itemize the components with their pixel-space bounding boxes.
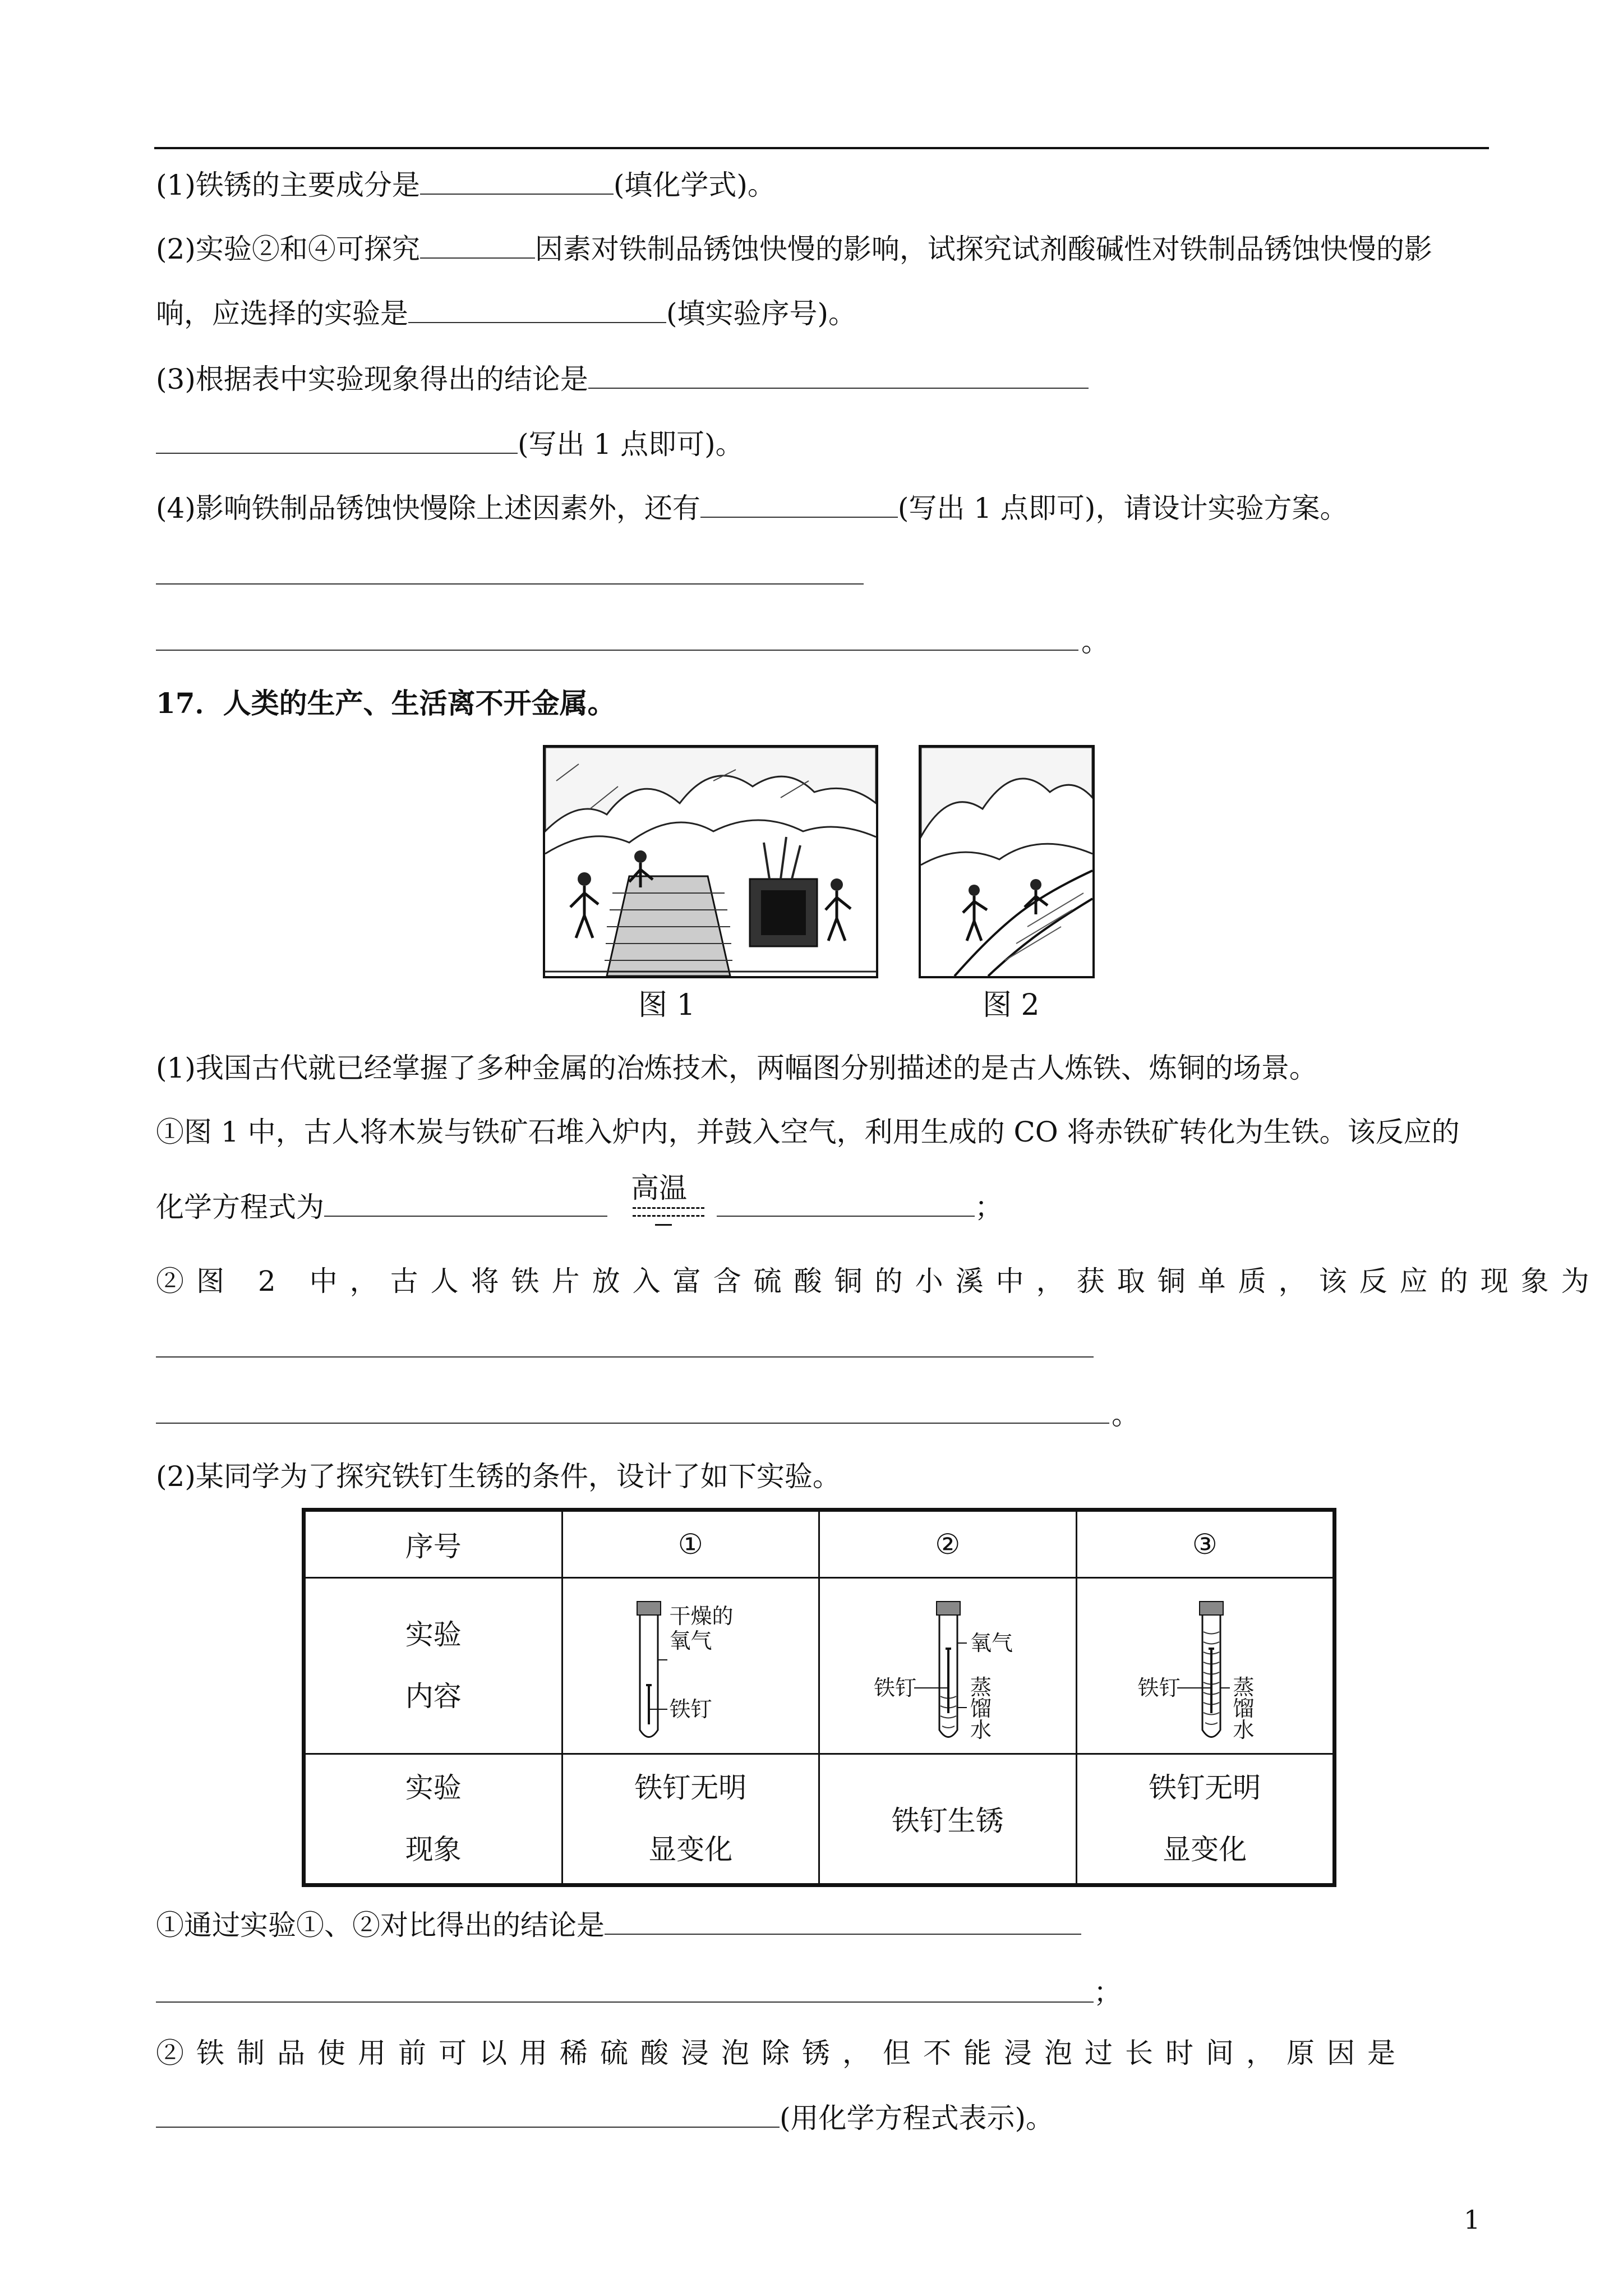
answer-blank[interactable] xyxy=(700,491,898,518)
q16-part3-line1: (3)根据表中实验现象得出的结论是 xyxy=(156,361,1089,397)
q17-part2-2-line2: (用化学方程式表示)。 xyxy=(156,2100,1054,2136)
row-label-result: 实验 现象 xyxy=(304,1754,562,1885)
q17-part2-2-line1: ②铁制品使用前可以用稀硫酸浸泡除锈，但不能浸泡过长时间，原因是 xyxy=(156,2037,1408,2069)
tube-2-label-water: 蒸 馏 水 xyxy=(970,1675,992,1743)
test-tube-icon xyxy=(820,1581,1078,1750)
equals-sign xyxy=(633,1207,704,1209)
smelting-scene-illustration xyxy=(545,747,876,976)
equals-sign xyxy=(633,1215,704,1217)
semicolon-mark: ； xyxy=(1094,1976,1122,2009)
test-tube-3 xyxy=(1077,1581,1333,1750)
page-number: 1 xyxy=(1464,2205,1481,2235)
result-2-cell: 铁钉生锈 xyxy=(819,1754,1077,1885)
q17-part1-intro: (1)我国古代就已经掌握了多种金属的冶炼技术，两幅图分别描述的是古人炼铁、炼铜的场景。 xyxy=(156,1052,1317,1084)
table-content-row xyxy=(304,1578,1335,1754)
answer-blank[interactable] xyxy=(420,168,614,195)
q17-part2-intro: (2)某同学为了探究铁钉生锈的条件，设计了如下实验。 xyxy=(156,1460,841,1493)
answer-line[interactable] xyxy=(156,650,1078,651)
stream-scene-illustration xyxy=(921,747,1092,976)
row-label-content: 实验 内容 xyxy=(304,1578,562,1754)
q17-part2-1-line1: ①通过实验①、②对比得出的结论是 xyxy=(156,1907,1081,1943)
answer-line[interactable] xyxy=(156,1423,1109,1424)
header-rule xyxy=(154,147,1489,149)
equals-sign xyxy=(655,1224,672,1226)
q16-part4-line1: (4)影响铁制品锈蚀快慢除上述因素外，还有 (写出 1 点即可)，请设计实验方案。 xyxy=(156,492,1348,524)
tube-1-label-gas: 干燥的 氧气 xyxy=(669,1604,734,1654)
answer-blank[interactable] xyxy=(156,427,518,454)
figure-1-iron-smelting xyxy=(543,745,878,978)
answer-line[interactable] xyxy=(156,2001,1094,2003)
period-mark: 。 xyxy=(1081,625,1109,658)
tube-2-label-nail: 铁钉 xyxy=(874,1676,917,1701)
figure-2-caption: 图 2 xyxy=(983,988,1040,1022)
table-result-row xyxy=(304,1754,1335,1885)
q17-part1-1-line1: ①图 1 中，古人将木炭与铁矿石堆入炉内，并鼓入空气，利用生成的 CO 将赤铁矿转化为生铁。该反应的 xyxy=(156,1116,1460,1148)
test-tube-icon xyxy=(1077,1581,1335,1750)
header-cell: ① xyxy=(562,1510,819,1578)
tube-2-cell xyxy=(819,1578,1077,1754)
header-cell: ② xyxy=(819,1510,1077,1578)
figure-1-caption: 图 1 xyxy=(638,988,695,1022)
answer-blank[interactable] xyxy=(408,296,666,323)
table-header-row xyxy=(304,1510,1335,1578)
result-3-cell: 铁钉无明 显变化 xyxy=(1076,1754,1335,1885)
answer-blank[interactable] xyxy=(605,1908,1081,1935)
experiment-table xyxy=(302,1508,1336,1887)
result-1-cell: 铁钉无明 显变化 xyxy=(562,1754,819,1885)
test-tube-1 xyxy=(563,1581,819,1750)
tube-1-cell xyxy=(562,1578,819,1754)
tube-3-label-water: 蒸 馏 水 xyxy=(1233,1675,1255,1743)
answer-line[interactable] xyxy=(156,1356,1094,1358)
period-mark: 。 xyxy=(1112,1398,1140,1431)
q16-part1: (1)铁锈的主要成分是 (填化学式)。 xyxy=(156,169,776,201)
q16-part3-line2: (写出 1 点即可)。 xyxy=(156,426,744,462)
header-cell: ③ xyxy=(1076,1510,1335,1578)
q16-part2-line2: 响，应选择的实验是 (填实验序号)。 xyxy=(156,297,857,330)
products-blank[interactable] xyxy=(717,1190,975,1217)
tube-2-label-gas: 氧气 xyxy=(970,1631,1013,1656)
answer-blank[interactable] xyxy=(588,362,1089,389)
tube-1-label-nail: 铁钉 xyxy=(669,1697,712,1722)
q17-part1-1-line2: 化学方程式为 xyxy=(156,1189,607,1225)
question-17-title: 17．人类的生产、生活离不开金属。 xyxy=(156,687,616,720)
q16-part2-line1: (2)实验②和④可探究 因素对铁制品锈蚀快慢的影响，试探究试剂酸碱性对铁制品锈蚀快慢的影 xyxy=(156,233,1432,265)
answer-blank[interactable] xyxy=(420,232,535,259)
reaction-condition: 高温 xyxy=(631,1172,687,1204)
q17-part1-2-line1: ②图 2 中，古人将铁片放入富含硫酸铜的小溪中，获取铜单质，该反应的现象为 xyxy=(156,1265,1602,1297)
header-cell: 序号 xyxy=(304,1510,562,1578)
answer-line[interactable] xyxy=(156,583,864,585)
equation-blank[interactable] xyxy=(156,2101,780,2128)
test-tube-2 xyxy=(820,1581,1076,1750)
products-blank-row: ； xyxy=(717,1189,1003,1225)
reactants-blank[interactable] xyxy=(324,1190,607,1217)
figure-2-copper-extraction xyxy=(919,745,1095,978)
tube-3-label-nail: 铁钉 xyxy=(1137,1676,1181,1701)
tube-3-cell xyxy=(1076,1578,1335,1754)
